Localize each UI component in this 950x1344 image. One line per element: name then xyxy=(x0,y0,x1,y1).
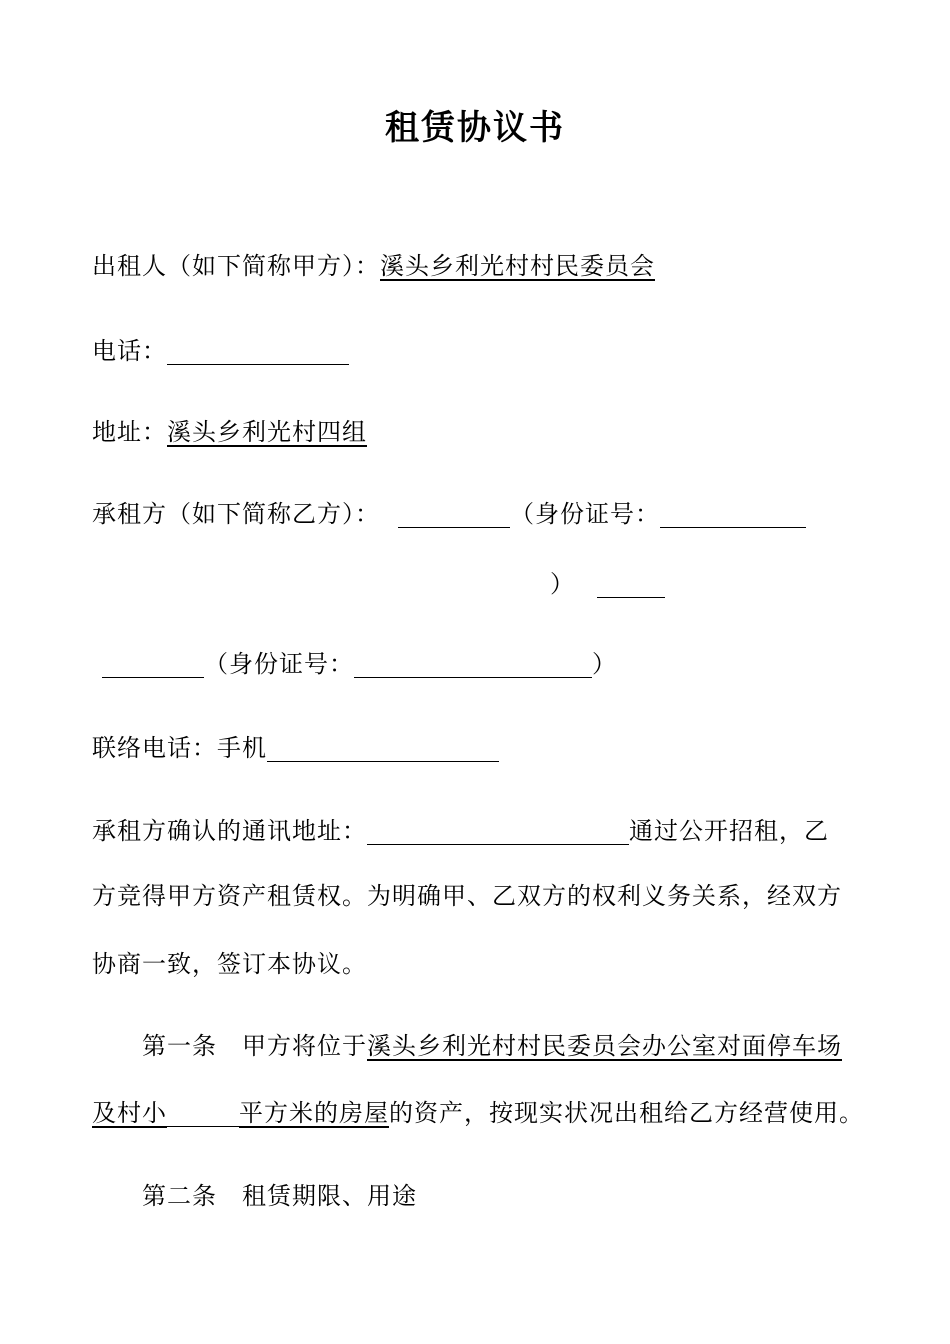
lessee-line xyxy=(92,498,806,530)
paragraph-line: 协商一致，签订本协议。 xyxy=(92,950,367,978)
phone-label: 电话： xyxy=(92,337,167,365)
article-1-area-unit: 平方米的房屋 xyxy=(239,1099,389,1127)
lessee-line-3 xyxy=(102,648,617,680)
lessee-label: 承租方（如下简称乙方）： xyxy=(92,500,380,528)
lessee-id-blank xyxy=(660,501,806,528)
second-lessee-name-blank xyxy=(102,651,204,678)
document-title: 租赁协议书 xyxy=(385,108,565,148)
second-id-close: ） xyxy=(592,650,617,678)
lessor-label: 出租人（如下简称甲方）： xyxy=(92,252,380,280)
lessee-id-open: （身份证号： xyxy=(510,500,660,528)
article-1-place: 溪头乡利光村村民委员会办公室对面停车场 xyxy=(367,1032,842,1060)
lessee-id-close: ） xyxy=(550,570,575,598)
article-1-village: 及村小 xyxy=(92,1099,167,1127)
address-value: 溪头乡利光村四组 xyxy=(167,418,367,446)
second-id-open: （身份证号： xyxy=(204,650,354,678)
second-lessee-blank xyxy=(597,571,665,598)
mail-address-label: 承租方确认的通讯地址： xyxy=(92,817,367,845)
lessor-value: 溪头乡利光村村民委员会 xyxy=(380,252,655,280)
phone-blank xyxy=(167,338,349,365)
article-1-line-1 xyxy=(142,1030,842,1062)
contact-label: 联络电话：手机 xyxy=(92,734,267,762)
address-line xyxy=(92,416,367,448)
lessor-line xyxy=(92,250,655,282)
mail-address-blank xyxy=(367,818,629,845)
paragraph-line: 方竞得甲方资产租赁权。为明确甲、乙双方的权利义务关系，经双方 xyxy=(92,882,842,910)
mobile-blank xyxy=(267,735,499,762)
mail-address-line xyxy=(92,815,829,847)
area-blank xyxy=(167,1101,239,1127)
contact-line xyxy=(92,732,499,764)
lessee-name-blank xyxy=(398,501,510,528)
address-label: 地址： xyxy=(92,418,167,446)
article-2-heading: 第二条 租赁期限、用途 xyxy=(142,1182,417,1210)
phone-line xyxy=(92,335,349,367)
mail-address-tail: 通过公开招租，乙 xyxy=(629,817,829,845)
lessee-line-2 xyxy=(550,568,665,600)
second-id-blank xyxy=(354,651,592,678)
article-1-tail: 的资产，按现实状况出租给乙方经营使用。 xyxy=(389,1099,864,1127)
article-1-line-2 xyxy=(92,1097,864,1129)
article-1-lead: 第一条 甲方将位于 xyxy=(142,1032,367,1060)
